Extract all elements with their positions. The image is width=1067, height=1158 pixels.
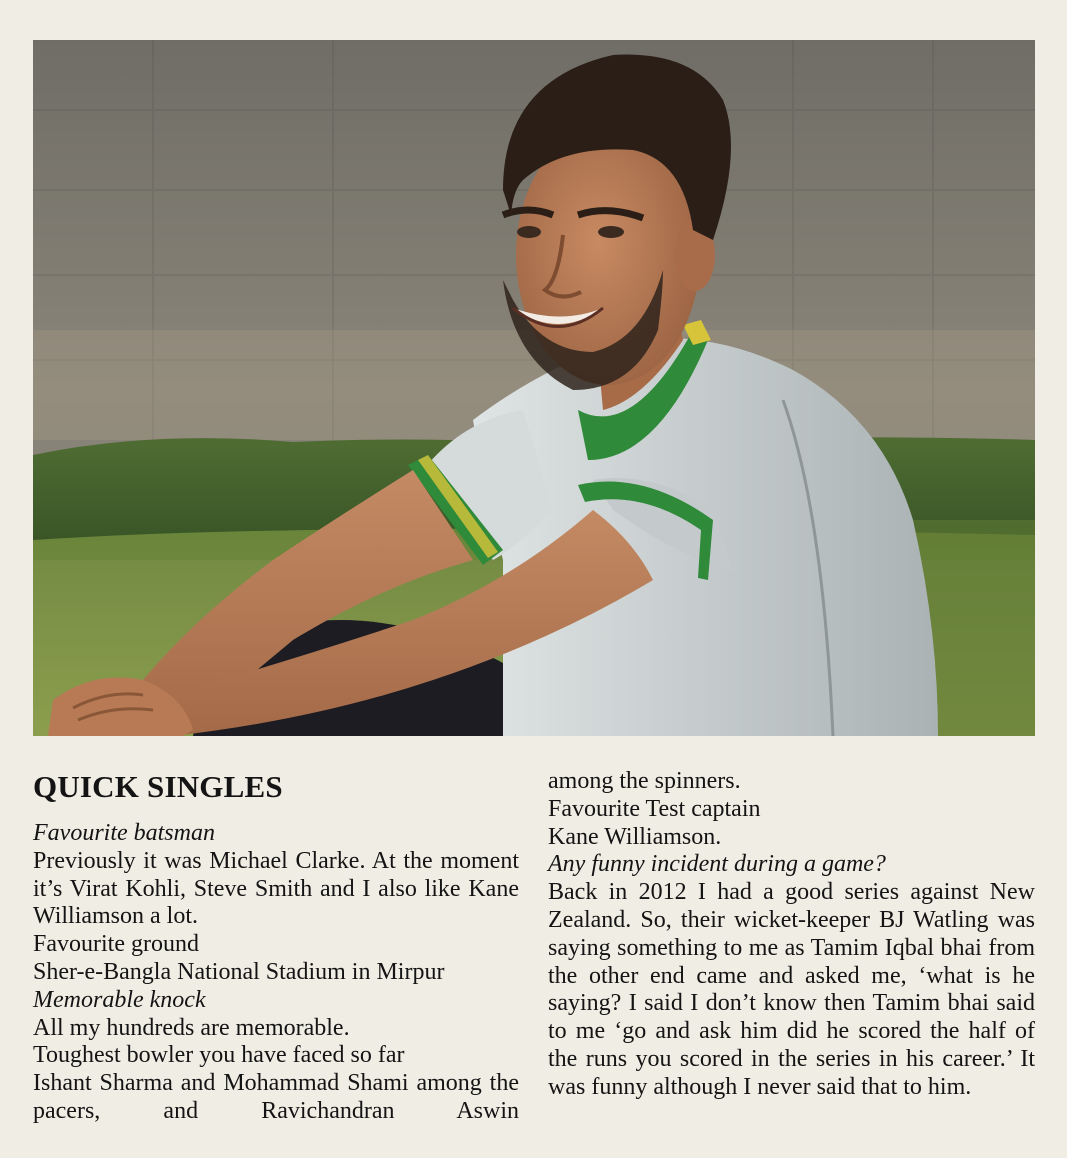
answer-favourite-ground: Sher-e-Bangla National Stadium in Mirpur — [33, 958, 445, 985]
answer-favourite-test-captain: Kane Williamson. — [548, 823, 722, 850]
left-column — [33, 764, 519, 1126]
question-favourite-test-captain: Favourite Test captain — [548, 795, 761, 822]
question-funny-incident: Any funny incident during a game? — [548, 851, 886, 878]
question-favourite-batsman: Favourite batsman — [33, 820, 215, 846]
right-column — [548, 768, 1035, 1102]
answer-toughest-bowler-part1: Ishant Sharma and Mohammad Shami among the pacers, and Ravichandran Aswin — [33, 1070, 519, 1124]
question-memorable-knock: Memorable knock — [33, 986, 206, 1013]
cricketer-portrait-photo-icon — [33, 40, 1035, 736]
answer-favourite-batsman: Previously it was Michael Clarke. At the moment it’s Virat Kohli, Steve Smith and I also like Kane Williamson a lot. — [33, 847, 519, 930]
question-favourite-ground: Favourite ground — [33, 931, 199, 958]
answer-toughest-bowler-part2: among the spinners. — [548, 768, 741, 794]
answer-funny-incident: Back in 2012 I had a good series against New Zealand. So, their wicket-keeper BJ Watling was saying something to me as Tamim Iqbal bhai from the other end came and asked me, ‘what is he saying? I said I don’t know then Tamim bhai said to me ‘go and ask him did he scored the half of the runs you scored in the series in his career.’ It was funny although I never said that to him. — [548, 879, 1035, 1100]
section-heading: QUICK SINGLES — [33, 769, 283, 804]
player-photo — [33, 40, 1035, 736]
question-toughest-bowler: Toughest bowler you have faced so far — [33, 1042, 405, 1069]
answer-memorable-knock: All my hundreds are memorable. — [33, 1014, 350, 1041]
